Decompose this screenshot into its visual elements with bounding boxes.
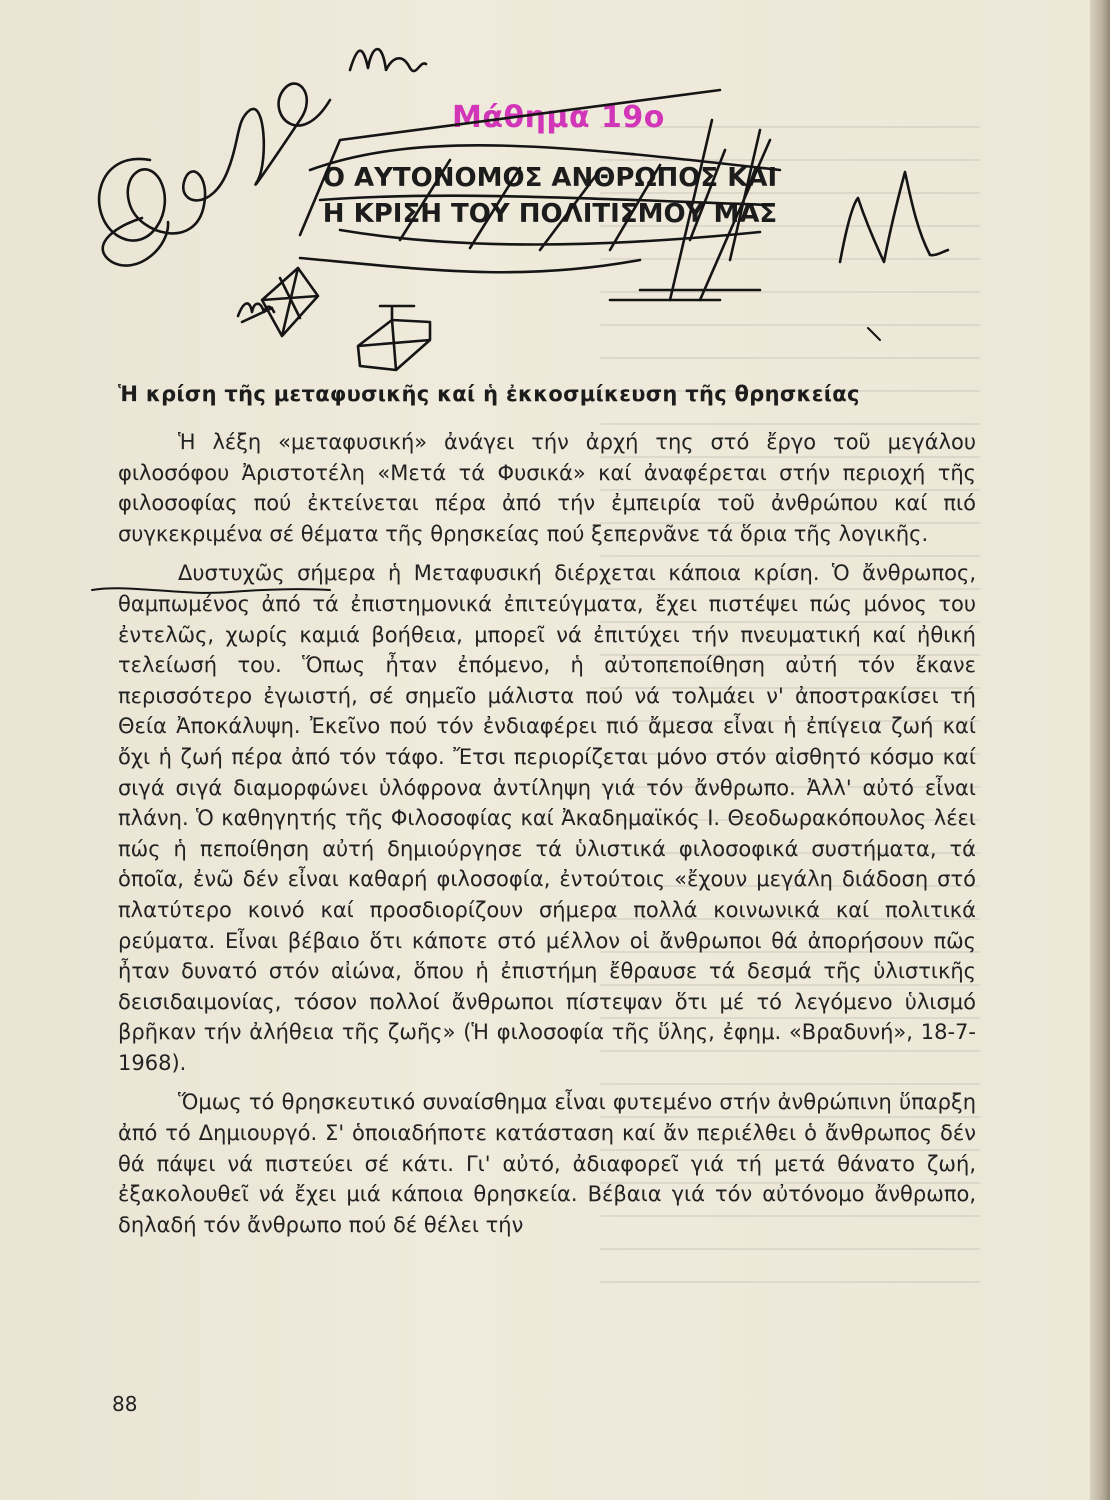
chapter-title-line-1: Ο ΑΥΤΟΝΟΜΟΣ ΑΝΘΡΩΠΟΣ ΚΑΙ [322,163,778,193]
body-text [118,427,976,1249]
ink-slash-stroke [868,328,880,340]
title-strike-2 [310,145,780,170]
chapter-title-line-2: Η ΚΡΙΣΗ ΤΟΥ ΠΟΛΙΤΙΣΜΟΥ ΜΑΣ [322,199,778,229]
cube-doodle-2 [358,306,430,370]
paragraph-1: Ἡ λέξη «μεταφυσική» ἀνάγει τήν ἀρχή της στό ἔργο τοῦ μεγάλου φιλοσόφου Ἀριστοτέλη «Μετά τά Φυσικά» καί ἀναφέρεται στήν περιοχή τῆς φιλοσοφίας πού ἐκτείνεται πέρα ἀπό τήν ἐμπειρία τοῦ ἀνθρώπου καί πιό συγκεκριμένα σέ θέματα τῆς θρησκείας πού ξεπερνᾶνε τά ὅρια τῆς λογικῆς. [118,430,976,546]
title-strike-3 [320,196,770,205]
page-number: 88 [112,1392,138,1416]
title-strike-7 [670,120,770,300]
cube-doodle-1 [262,268,318,336]
lesson-label: Μάθημα 19ο [452,100,665,135]
title-strike-8 [610,290,760,300]
title-strike-6 [400,150,725,250]
title-strike-1 [300,90,720,235]
title-strike-5 [300,258,640,272]
cursive-scribble-top [350,49,426,71]
paragraph-3: Ὅμως τό θρησκευτικό συναίσθημα εἶναι φυτεμένο στήν ἀνθρώπινη ὕπαρξη ἀπό τό Δημιουργό. Σ' ὁποιαδήποτε κατάσταση καί ἄν περιέλθει ὁ ἄνθρωπος δέν θά πάψει νά πιστεύει σέ κάτι. Γι' αὐτό, ἀδιαφορεῖ γιά τή μετά θάνατο ζωή, ἐξακολουθεῖ νά ἔχει μιά κάποια θρησκεία. Βέβαια γιά τόν αὐτόνομο ἄνθρωπο, δηλαδή τόν ἄνθρωπο πού δέ θέλει τήν [118,1090,976,1237]
section-heading: Ἡ κρίση τῆς μεταφυσικῆς καί ἡ ἐκκοσμίκευση τῆς θρησκείας [118,382,860,406]
handwritten-mark-right [840,172,948,262]
paragraph-2: Δυστυχῶς σήμερα ἡ Μεταφυσική διέρχεται κάποια κρίση. Ὁ ἄνθρωπος, θαμπωμένος ἀπό τά ἐπιστημονικά ἐπιτεύγματα, ἔχει πιστέψει πώς μόνος του ἐντελῶς, χωρίς καμιά βοήθεια, μπορεῖ νά ἐπιτύχει τήν πνευματική καί ἠθική τελείωσή του. Ὅπως ἦταν ἐπόμενο, ἡ αὐτοπεποίθηση αὐτή τόν ἔκανε περισσότερο ἐγωιστή, σέ σημεῖο μάλιστα πού νά τολμάει ν' ἀποστρακίσει τή Θεία Ἀποκάλυψη. Ἐκεῖνο πού τόν ἐνδιαφέρει πιό ἄμεσα εἶναι ἡ ἐπίγεια ζωή καί ὄχι ἡ ζωή πέρα ἀπό τόν τάφο. Ἔτσι περιορίζεται μόνο στόν αἰσθητό κόσμο καί σιγά σιγά διαμορφώνει ὑλόφρονα ἀντίληψη γιά τόν ἄνθρωπο. Ἀλλ' αὐτό εἶναι πλάνη. Ὁ καθηγητής τῆς Φιλοσοφίας καί Ἀκαδημαϊκός Ι. Θεοδωρακόπουλος λέει πώς ἡ πεποίθηση αὐτή δημιούργησε τά ὑλιστικά φιλοσοφικά συστήματα, τά ὁποῖα, ἐνῶ δέν εἶναι καθαρή φιλοσοφία, ἐντούτοις «ἔχουν μεγάλη διάδοση στό πλατύτερο κοινό καί προσδιορίζουν σήμερα πολλά κοινωνικά καί πολιτικά ρεύματα. Εἶναι βέβαιο ὅτι κάποτε στό μέλλον οἱ ἄνθρωποι θά ἀπορήσουν πῶς ἦταν δυνατό στόν αἰώνα, ὅπου ἡ ἐπιστήμη ἔθραυσε τά δεσμά τῆς ὑλιστικῆς δεισιδαιμονίας, τόσον πολλοί ἄνθρωποι πίστεψαν ὅτι μέ τό λεγόμενο ὑλισμό βρῆκαν τήν ἀλήθεια τῆς ζωῆς» (Ἡ φιλοσοφία τῆς ὕλης, ἐφημ. «Βραδυνή», 18-7-1968). [118,561,976,1075]
cursive-scribble-left [99,84,330,241]
